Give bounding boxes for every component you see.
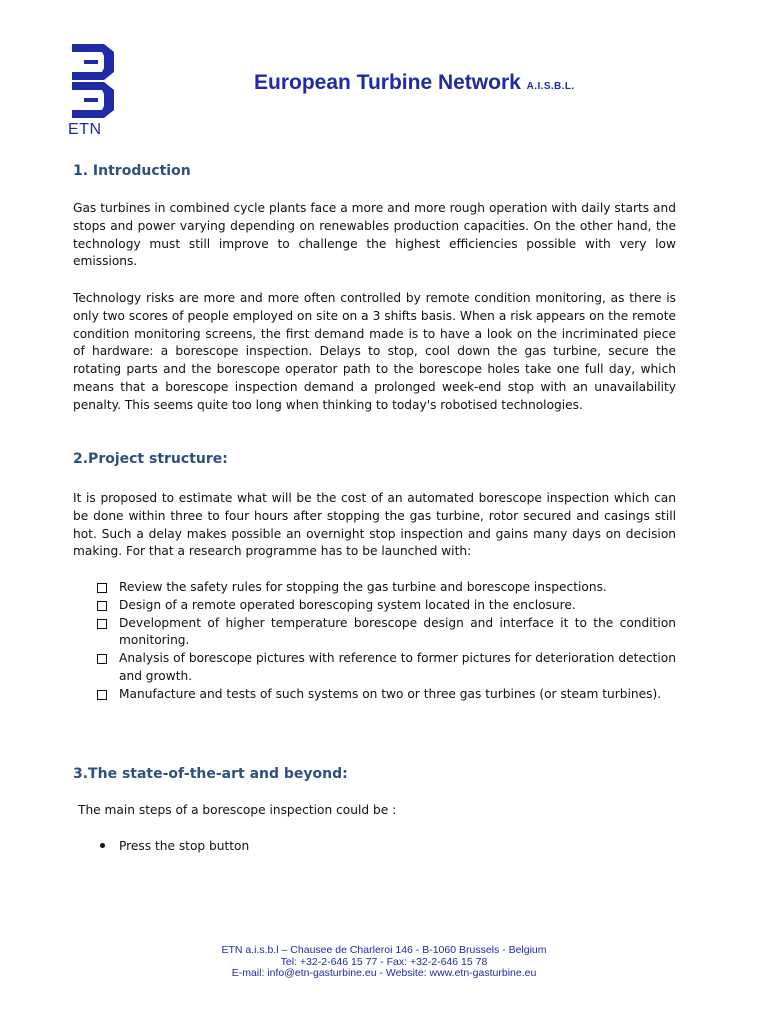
organization-title bbox=[254, 71, 575, 95]
state-paragraph: The main steps of a borescope inspection could be : bbox=[78, 803, 397, 817]
checklist-item-text: Analysis of borescope pictures with reference to former pictures for deterioration detection and growth. bbox=[119, 651, 676, 683]
checklist-item-text: Design of a remote operated borescoping system located in the enclosure. bbox=[119, 597, 576, 612]
title-suffix: A.I.S.B.L. bbox=[526, 81, 575, 92]
logo-text: ETN bbox=[68, 121, 102, 138]
page-footer bbox=[0, 945, 768, 980]
checkbox-icon bbox=[97, 654, 107, 664]
checklist-item bbox=[97, 650, 676, 686]
checklist-item bbox=[97, 686, 676, 704]
heading-introduction: 1. Introduction bbox=[73, 163, 191, 179]
checklist-item-text: Review the safety rules for stopping the gas turbine and borescope inspections. bbox=[119, 580, 607, 594]
heading-project-structure: 2.Project structure: bbox=[73, 451, 228, 467]
checkbox-icon bbox=[97, 619, 107, 629]
checklist-item bbox=[97, 615, 676, 651]
footer-phone: Tel: +32-2-646 15 77 - Fax: +32-2-646 15 78 bbox=[280, 955, 488, 968]
heading-state-of-the-art: 3.The state-of-the-art and beyond: bbox=[73, 766, 348, 782]
project-paragraph: It is proposed to estimate what will be the cost of an automated borescope inspection which can be done within three to four hours after stopping the gas turbine, rotor secured and casings still hot. Such a delay makes possible an overnight stop inspection and gains many days on decision making. For that a research programme has to be launched with: bbox=[73, 491, 676, 559]
title-main: European Turbine Network bbox=[254, 71, 521, 94]
footer-contact: E-mail: info@etn-gasturbine.eu - Website: www.etn-gasturbine.eu bbox=[231, 967, 537, 979]
intro-paragraph-2: Technology risks are more and more often controlled by remote condition monitoring, as there is only two scores of people employed on site on a 3 shifts basis. When a risk appears on the remote condition monitoring screens, the first demand made is to have a look on the incriminated piece of hardware: a borescope inspection. Delays to stop, cool down the gas turbine, secure the rotating parts and the borescope operator path to the borescope holes take one full day, which means that a borescope inspection demand a prolonged week-end stop with an unavailability penalty. This seems quite too long when thinking to today's robotised technologies. bbox=[73, 291, 676, 412]
checkbox-icon bbox=[97, 601, 107, 611]
footer-address: ETN a.i.s.b.l – Chausee de Charleroi 146 - B-1060 Brussels - Belgium bbox=[221, 944, 547, 956]
checklist-item-text: Development of higher temperature borescope design and interface it to the condition monitoring. bbox=[119, 615, 676, 648]
bullet-item-text: Press the stop button bbox=[119, 839, 250, 853]
checkbox-icon bbox=[97, 690, 107, 700]
checklist-item bbox=[97, 597, 676, 615]
checkbox-icon bbox=[97, 583, 107, 593]
checklist-item bbox=[97, 579, 676, 597]
bullet-icon bbox=[100, 843, 105, 848]
project-checklist bbox=[97, 579, 676, 704]
checklist-item-text: Manufacture and tests of such systems on two or three gas turbines (or steam turbines). bbox=[119, 686, 662, 701]
bullet-item bbox=[100, 838, 249, 856]
intro-paragraph-1: Gas turbines in combined cycle plants face a more and more rough operation with daily starts and stops and power varying depending on renewables production capacities. On the other hand, the technology must still improve to challenge the highest efficiencies possible with very low emissions. bbox=[73, 201, 676, 269]
